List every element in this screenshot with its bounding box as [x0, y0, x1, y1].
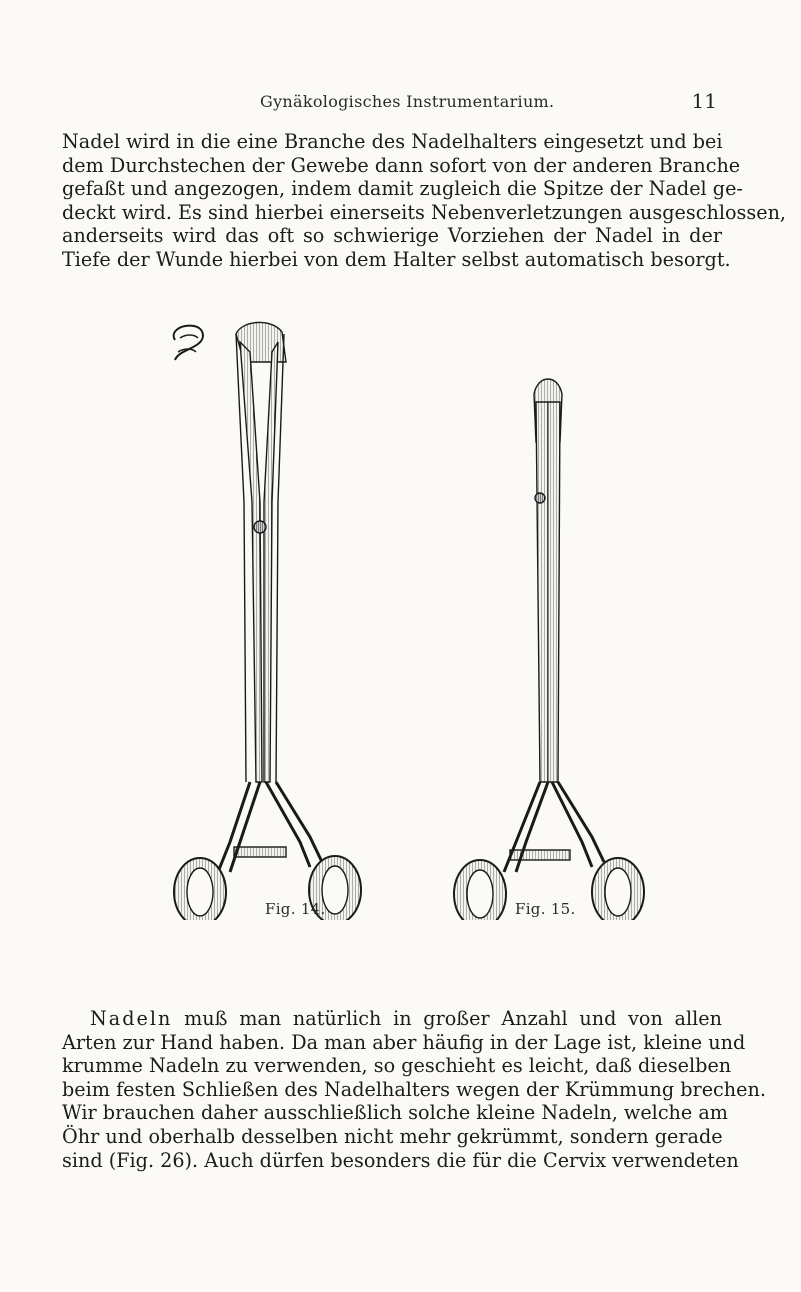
text-line: deckt wird. Es sind hierbei einerseits Nebenverletzungen ausgeschlossen,	[62, 200, 787, 224]
figure-caption: Fig. 14.	[265, 900, 326, 918]
text-line: krumme Nadeln zu verwenden, so geschieht es leicht, daß dieselben	[62, 1054, 732, 1078]
running-head	[62, 89, 717, 114]
paragraph-bottom	[62, 1007, 766, 1172]
text-line: Nadel wird in die eine Branche des Nadelhalters eingesetzt und bei	[62, 130, 723, 153]
running-title: Gynäkologisches Instrumentarium.	[260, 92, 555, 111]
paragraph-top	[62, 130, 787, 272]
text-line	[62, 1007, 722, 1031]
emphasized-word: Nadeln	[90, 1007, 173, 1030]
needle-holder-closed-illustration	[454, 379, 644, 920]
text-line: anderseits wird das oft so schwierige Vorziehen der Nadel in der	[62, 224, 722, 248]
text-line: Arten zur Hand haben. Da man aber häufig in der Lage ist, kleine und	[62, 1030, 746, 1054]
text-line: Öhr und oberhalb desselben nicht mehr gekrümmt, sondern gerade	[62, 1124, 723, 1148]
page-number: 11	[691, 89, 717, 113]
text-line: Tiefe der Wunde hierbei von dem Halter selbst automatisch besorgt.	[62, 247, 731, 271]
needle-holder-open-illustration	[174, 322, 361, 920]
text-line: sind (Fig. 26). Auch dürfen besonders die für die Cervix verwendeten	[62, 1148, 739, 1172]
figure-caption: Fig. 15.	[515, 900, 576, 918]
text-line: gefaßt und angezogen, indem damit zugleich die Spitze der Nadel ge-	[62, 177, 743, 201]
figure-illustrations	[160, 312, 680, 920]
text-line: dem Durchstechen der Gewebe dann sofort von der anderen Branche	[62, 153, 741, 177]
needle-sketch-icon	[174, 326, 203, 360]
text-line: Wir brauchen daher ausschließlich solche kleine Nadeln, welche am	[62, 1101, 729, 1125]
text-line-rest: muß man natürlich in großer Anzahl und von allen	[172, 1007, 722, 1030]
text-line: beim festen Schließen des Nadelhalters wegen der Krümmung brechen.	[62, 1077, 766, 1101]
